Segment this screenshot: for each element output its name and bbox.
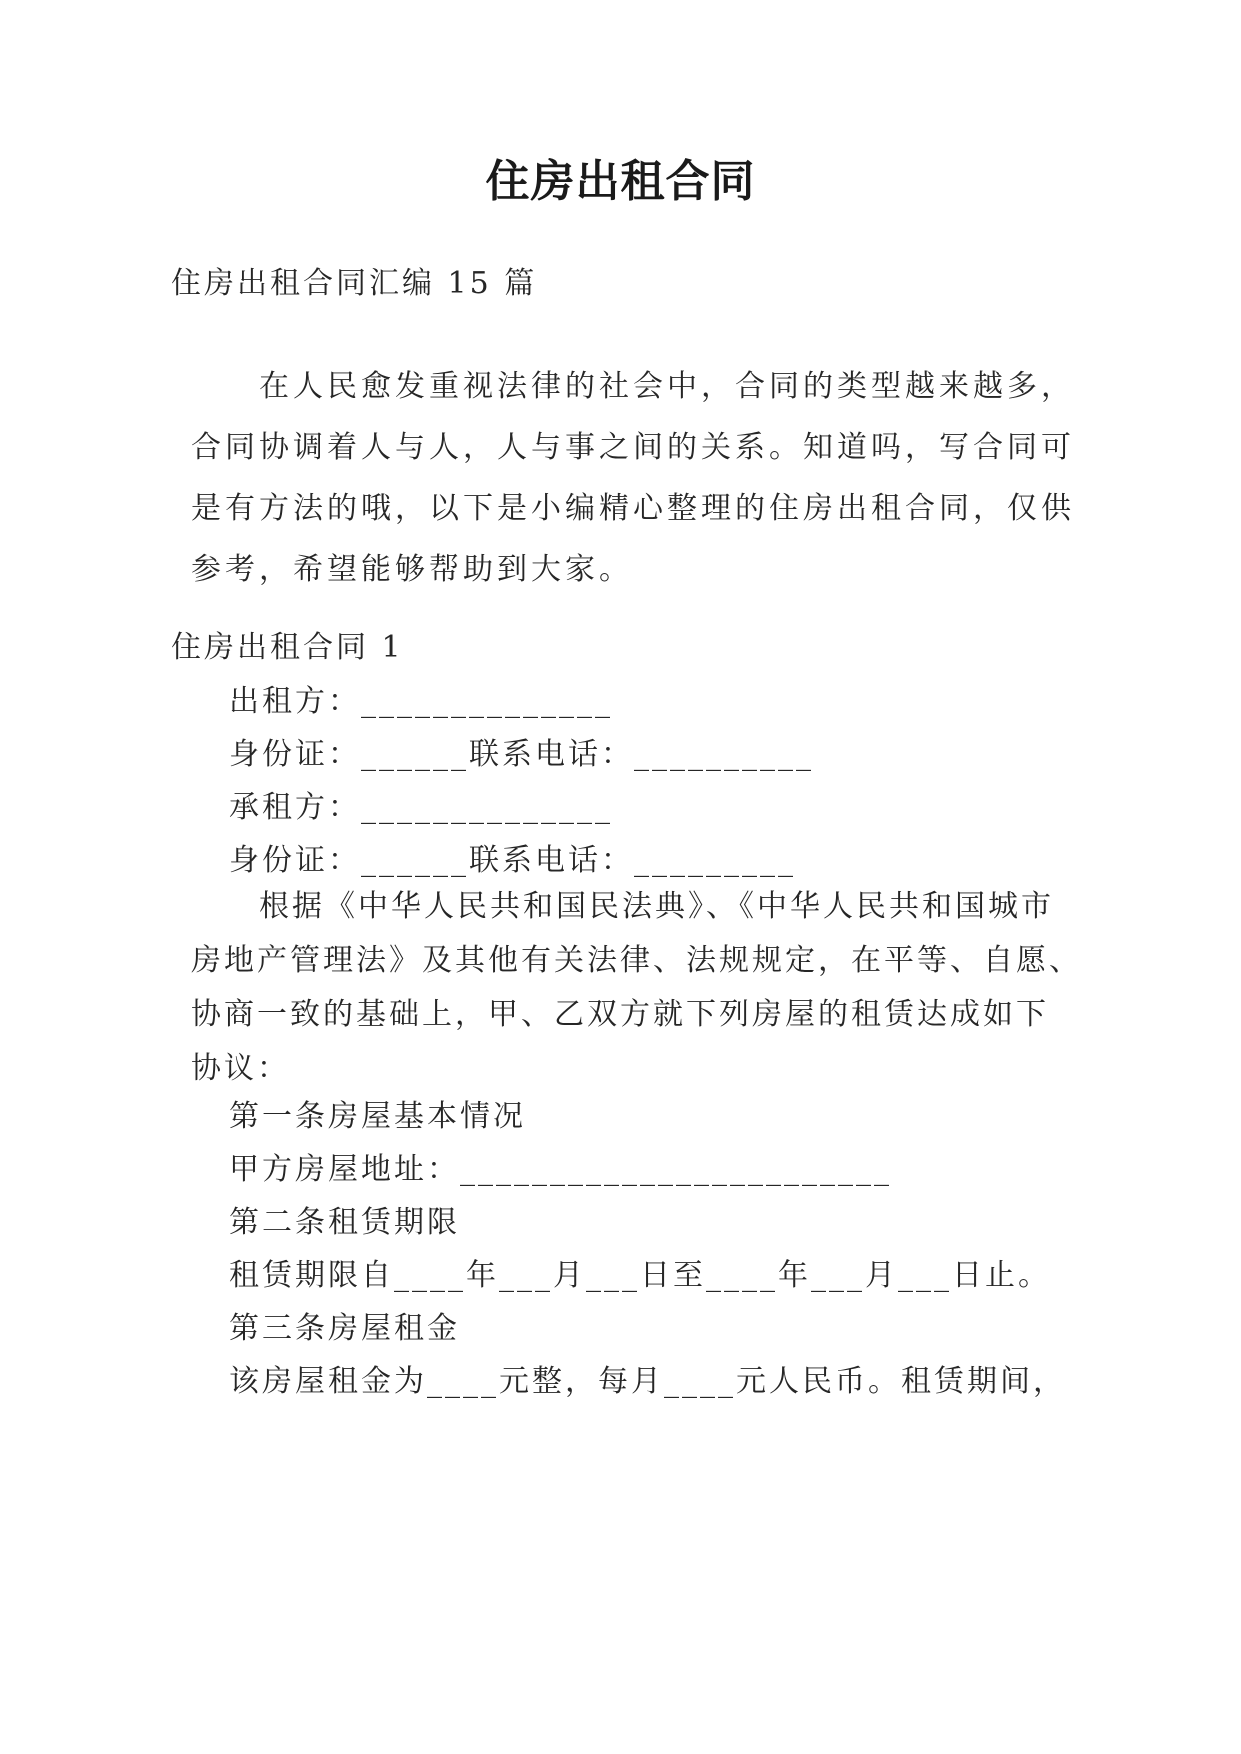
basis-line: 根据《中华人民共和国民法典》、《中华人民共和国城市 bbox=[259, 889, 1054, 924]
clause-1-heading: 第一条房屋基本情况 bbox=[229, 1099, 526, 1134]
clause-2-heading: 第二条租赁期限 bbox=[229, 1205, 460, 1240]
legal-basis-paragraph bbox=[191, 880, 1082, 1096]
intro-paragraph bbox=[191, 356, 1075, 600]
intro-line: 参考，希望能够帮助到大家。 bbox=[191, 552, 633, 587]
clause-3-heading: 第三条房屋租金 bbox=[229, 1311, 460, 1346]
lessee-line: 承租方：______________ bbox=[229, 790, 613, 825]
lessor-line: 出租方：______________ bbox=[229, 684, 613, 719]
house-address-line: 甲方房屋地址：________________________ bbox=[229, 1152, 892, 1187]
document-title: 住房出租合同 bbox=[485, 156, 756, 207]
intro-line: 是有方法的哦，以下是小编精心整理的住房出租合同，仅供 bbox=[191, 491, 1075, 526]
document-subtitle: 住房出租合同汇编 15 篇 bbox=[171, 266, 538, 301]
basis-line: 协议： bbox=[191, 1051, 290, 1086]
lessee-id-phone-line: 身份证：______联系电话：_________ bbox=[229, 843, 796, 878]
section-heading: 住房出租合同 1 bbox=[171, 630, 404, 665]
rent-line: 该房屋租金为____元整，每月____元人民币。租赁期间， bbox=[229, 1364, 1066, 1399]
basis-line: 房地产管理法》及其他有关法律、法规规定，在平等、自愿、 bbox=[191, 943, 1082, 978]
lessor-id-phone-line: 身份证：______联系电话：__________ bbox=[229, 737, 814, 772]
lease-term-line: 租赁期限自____年___月___日至____年___月___日止。 bbox=[229, 1258, 1051, 1293]
basis-line: 协商一致的基础上，甲、乙双方就下列房屋的租赁达成如下 bbox=[191, 997, 1049, 1032]
intro-line: 在人民愈发重视法律的社会中，合同的类型越来越多， bbox=[259, 369, 1075, 404]
intro-line: 合同协调着人与人，人与事之间的关系。知道吗，写合同可 bbox=[191, 430, 1075, 465]
